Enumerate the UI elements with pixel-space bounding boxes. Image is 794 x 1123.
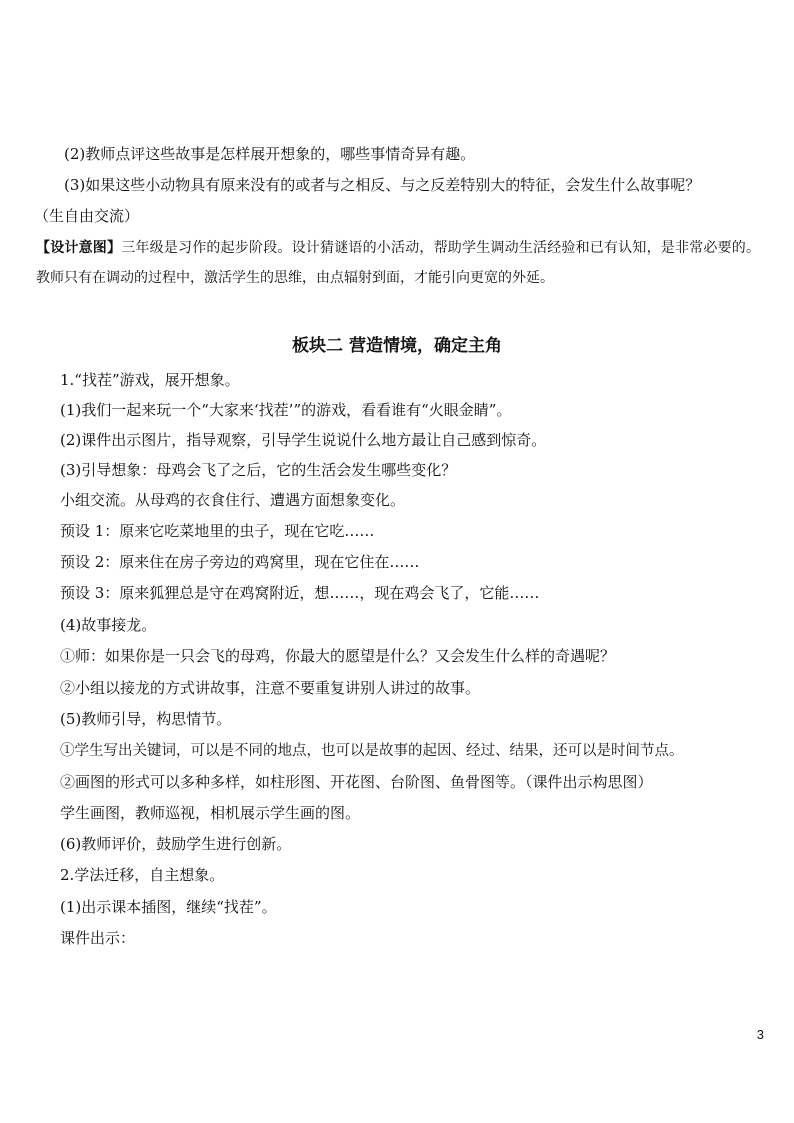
paragraph-line: 预设 1：原来它吃菜地里的虫子，现在它吃…… (60, 522, 375, 540)
design-intent-text: 三年级是习作的起步阶段。设计猜谜语的小活动，帮助学生调动生活经验和已有认知，是非常必要的。教师只有在调动的过程中，激活学生的思维，由点辐射到面，才能引向更宽的外延。 (36, 240, 761, 286)
design-intent-tag: 【设计意图】 (36, 240, 122, 256)
paragraph-line: 预设 2：原来住在房子旁边的鸡窝里，现在它住在…… (60, 553, 420, 571)
design-intent (36, 233, 760, 293)
paragraph-line: (3)引导想象：母鸡会飞了之后，它的生活会发生哪些变化？ (60, 461, 457, 479)
paragraph-line: (1)我们一起来玩一个“大家来‘找茬’”的游戏，看看谁有“火眼金睛”。 (60, 401, 512, 419)
paragraph-line: (2)教师点评这些故事是怎样展开想象的，哪些事情奇异有趣。 (64, 145, 476, 163)
paragraph-line: (6)教师评价，鼓励学生进行创新。 (60, 835, 292, 853)
paragraph-line: 小组交流。从母鸡的衣食住行、遭遇方面想象变化。 (60, 491, 406, 509)
paragraph-line: (3)如果这些小动物具有原来没有的或者与之相反、与之反差特别大的特征，会发生什么故事呢？ (64, 176, 701, 194)
paragraph-line: (1)出示课本插图，继续“找茬”。 (60, 898, 277, 916)
paragraph-line: ①学生写出关键词，可以是不同的地点，也可以是故事的起因、经过、结果，还可以是时间节点。 (60, 743, 684, 759)
paragraph-line: ①师：如果你是一只会飞的母鸡，你最大的愿望是什么？又会发生什么样的奇遇呢？ (60, 647, 616, 665)
paragraph-line: ②画图的形式可以多种多样，如柱形图、开花图、台阶图、鱼骨图等。（课件出示构思图） (60, 773, 653, 791)
paragraph-line: （生自由交流） (34, 207, 140, 225)
section-heading: 板块二 营造情境，确定主角 (292, 336, 502, 356)
paragraph-line: 1.“找茬”游戏，展开想象。 (60, 371, 240, 389)
paragraph-line: 学生画图，教师巡视，相机展示学生画的图。 (60, 804, 361, 822)
paragraph-line: (2)课件出示图片，指导观察，引导学生说说什么地方最让自己感到惊奇。 (60, 431, 547, 449)
page-number: 3 (756, 1027, 764, 1042)
paragraph-line: ②小组以接龙的方式讲故事，注意不要重复讲别人讲过的故事。 (60, 679, 481, 697)
paragraph-line: (4)故事接龙。 (60, 616, 157, 634)
paragraph-line: 预设 3：原来狐狸总是守在鸡窝附近，想……，现在鸡会飞了，它能…… (60, 584, 540, 602)
paragraph-line: 课件出示： (60, 929, 136, 947)
paragraph-line: (5)教师引导，构思情节。 (60, 710, 232, 728)
paragraph-line: 2.学法迁移，自主想象。 (60, 866, 225, 884)
